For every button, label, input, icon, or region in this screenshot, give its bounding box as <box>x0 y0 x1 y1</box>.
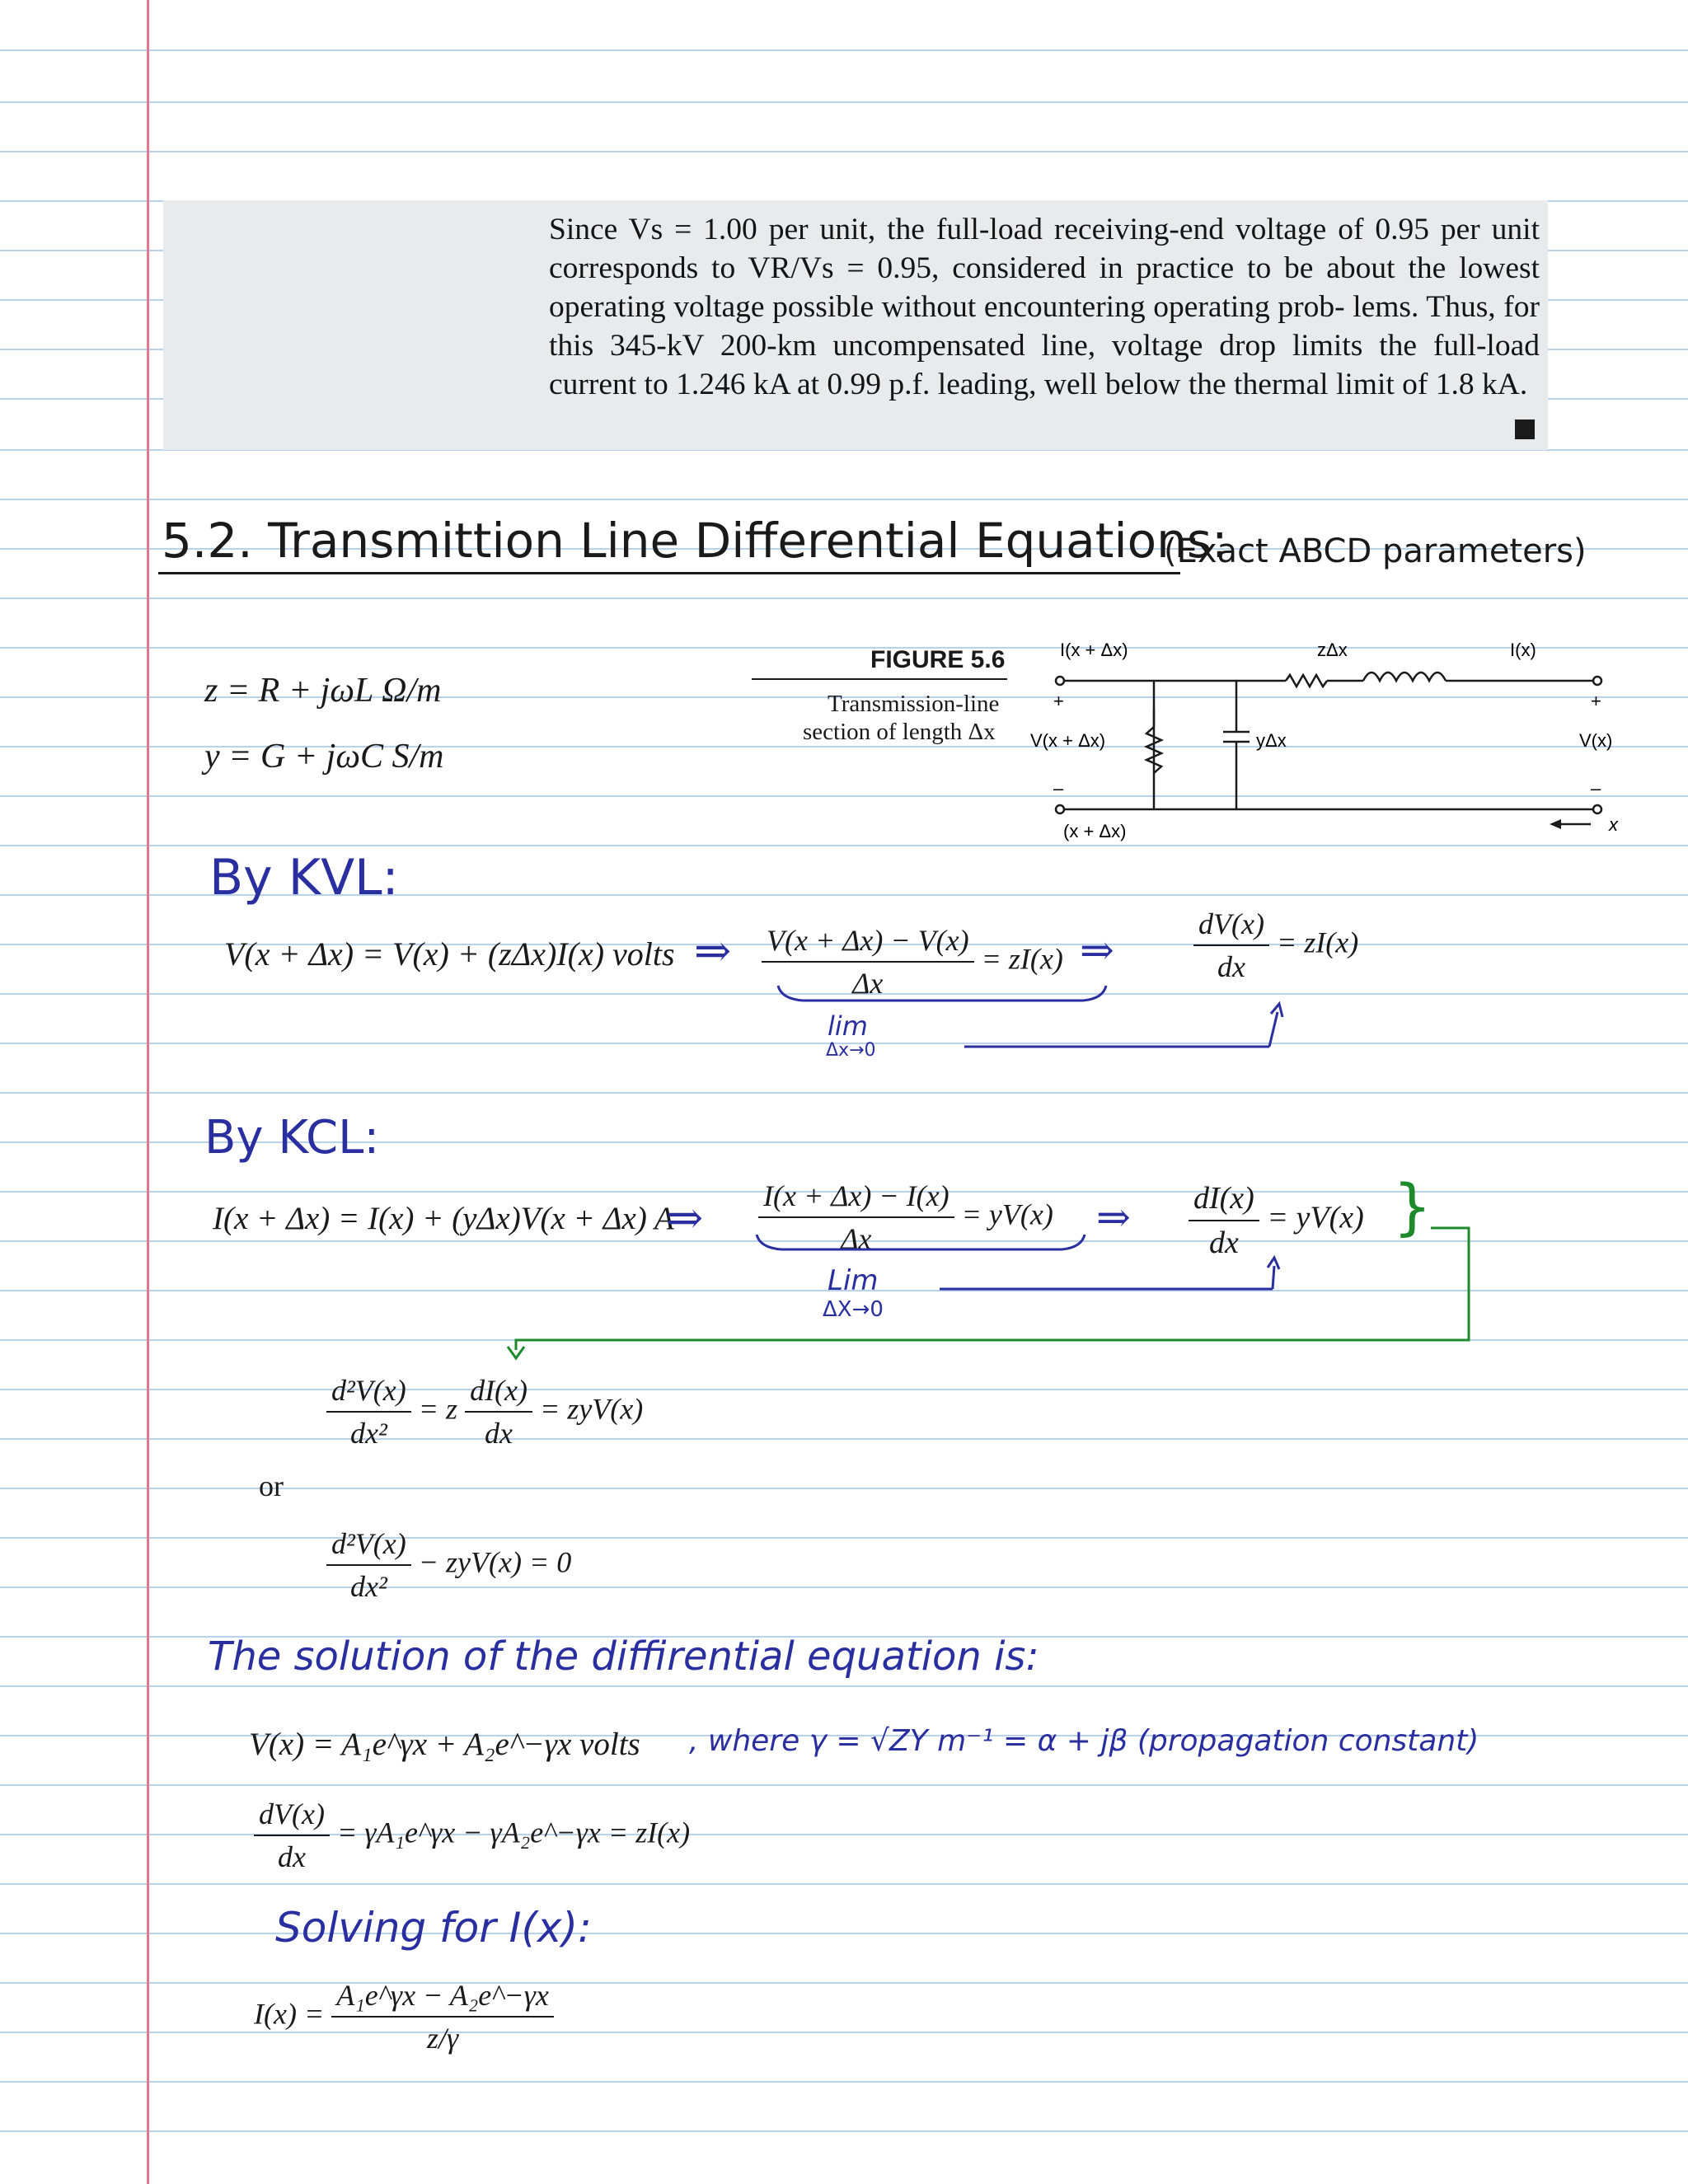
current-denominator: z/γ <box>426 2022 459 2055</box>
solving-for-current-heading: Solving for I(x): <box>275 1904 592 1952</box>
kcl-rhs: = yV(x) <box>961 1197 1053 1231</box>
label-x-axis: x <box>1609 814 1618 835</box>
second-order-rhs: = zyV(x) <box>540 1392 644 1426</box>
propagation-constant-note: , where γ = √ZY m⁻¹ = α + jβ (propagation constant) <box>689 1724 1479 1758</box>
kvl-derivative-result <box>1193 907 1358 984</box>
kcl-implies-arrow-2: ⇒ <box>1096 1193 1131 1241</box>
label-position-bottom: (x + Δx) <box>1063 821 1127 841</box>
kvl-res-numerator: dV(x) <box>1193 907 1269 946</box>
current-numerator: A₁e^γx − A₂e^−γx <box>331 1978 554 2018</box>
voltage-derivative-equation <box>254 1797 690 1874</box>
end-of-example-mark <box>1515 419 1535 439</box>
second-order-den2: dx <box>485 1417 513 1450</box>
label-voltage-left: V(x + Δx) <box>1030 730 1106 751</box>
kcl-frac-numerator: I(x + Δx) − I(x) <box>758 1179 954 1218</box>
label-current-left: I(x + Δx) <box>1060 640 1128 660</box>
section-title: 5.2. Transmittion Line Differential Equations: <box>162 513 1228 569</box>
kcl-annotations <box>495 1216 1484 1365</box>
current-lhs: I(x) = <box>254 1997 325 2031</box>
kvl-frac-numerator: V(x + Δx) − V(x) <box>762 923 974 963</box>
kvl-limit-label: lim <box>828 1010 868 1042</box>
kvl-res-denominator: dx <box>1217 950 1245 983</box>
kvl-heading: By KVL: <box>209 849 399 907</box>
label-minus-right: – <box>1591 778 1601 799</box>
second-order-num2: dI(x) <box>465 1373 532 1413</box>
wave-eq-rhs: − zyV(x) = 0 <box>418 1545 572 1579</box>
solution-voltage-equation: V(x) = A₁e^γx + A₂e^−γx volts <box>249 1727 640 1762</box>
transmission-line-section-diagram <box>1022 635 1632 849</box>
figure-subtitle-line2: section of length Δx <box>803 719 996 745</box>
kvl-limit-subscript: Δx→0 <box>826 1040 876 1061</box>
section-subtitle: (Exact ABCD parameters) <box>1164 532 1587 570</box>
kcl-frac-denominator: Δx <box>841 1222 872 1255</box>
label-shunt-admittance: yΔx <box>1256 730 1287 751</box>
margin-line <box>147 0 149 2184</box>
second-order-num1: d²V(x) <box>326 1373 411 1413</box>
left-bottom-terminal <box>1056 805 1064 813</box>
kcl-heading: By KCL: <box>204 1111 380 1165</box>
label-plus-right: + <box>1591 691 1601 711</box>
current-solution-equation <box>254 1978 554 2055</box>
textbook-paragraph: Since Vs = 1.00 per unit, the full-load receiving-end voltage of 0.95 per unit corresponds to VR/Vs = 0.95, considered in practice to be about the lowest operating voltage possible without encountering operating prob- lems. Thus, for this 345-kV 200-km uncompensated line, voltage drop limits the full-load current to 1.246 kA at 0.99 p.f. leading, well below the thermal limit of 1.8 kA. <box>549 213 1540 401</box>
right-top-terminal <box>1593 677 1601 685</box>
second-order-mid: = z <box>418 1392 458 1426</box>
wave-eq-numerator: d²V(x) <box>326 1526 411 1566</box>
second-order-den1: dx² <box>349 1417 387 1450</box>
kcl-underbrace <box>757 1235 1085 1249</box>
kcl-limit-label: Lim <box>828 1264 879 1297</box>
dv-denominator: dx <box>277 1840 306 1873</box>
kcl-equation: I(x + Δx) = I(x) + (yΔx)V(x + Δx) A <box>213 1201 674 1236</box>
dv-rhs: = γA₁e^γx − γA₂e^−γx = zI(x) <box>336 1816 691 1849</box>
kvl-rhs: = zI(x) <box>981 942 1063 976</box>
series-resistor <box>1286 675 1327 687</box>
right-bottom-terminal <box>1593 805 1601 813</box>
series-inductor <box>1363 673 1446 681</box>
kvl-underbrace <box>778 986 1106 1001</box>
dv-numerator: dV(x) <box>254 1797 330 1836</box>
x-direction-arrow <box>1550 819 1561 829</box>
label-minus-left: – <box>1053 778 1064 799</box>
kvl-equation: V(x + Δx) = V(x) + (zΔx)I(x) volts <box>224 935 675 972</box>
kvl-implies-arrow-2: ⇒ <box>1080 926 1114 974</box>
wave-equation <box>326 1526 571 1604</box>
kcl-res-rhs: = yV(x) <box>1267 1200 1364 1235</box>
eq-series-impedance: z = R + jωL Ω/m <box>204 672 442 710</box>
left-top-terminal <box>1056 677 1064 685</box>
kvl-res-rhs: = zI(x) <box>1276 926 1359 959</box>
label-voltage-right: V(x) <box>1579 730 1613 751</box>
eq-shunt-admittance: y = G + jωC S/m <box>204 738 444 776</box>
figure-subtitle-line1: Transmission-line <box>828 691 1000 717</box>
kcl-green-brace: } <box>1393 1172 1432 1243</box>
kcl-res-numerator: dI(x) <box>1189 1180 1259 1221</box>
second-order-equation <box>326 1373 643 1451</box>
label-series-impedance: zΔx <box>1317 640 1348 660</box>
figure-caption: FIGURE 5.6 <box>870 646 1006 673</box>
kvl-frac-denominator: Δx <box>852 967 884 1000</box>
kcl-limit-subscript: ΔX→0 <box>823 1297 884 1322</box>
section-title-underline <box>158 572 1180 574</box>
or-label: or <box>259 1469 284 1502</box>
solution-heading: The solution of the diffirential equation is: <box>208 1633 1039 1680</box>
kcl-res-denominator: dx <box>1208 1226 1239 1260</box>
kcl-implies-arrow: ⇒ <box>666 1192 704 1244</box>
figure-caption-rule <box>752 678 1007 680</box>
label-current-right: I(x) <box>1510 640 1536 660</box>
kvl-implies-arrow: ⇒ <box>694 925 732 977</box>
wave-eq-denominator: dx² <box>349 1570 387 1603</box>
label-plus-left: + <box>1053 691 1064 711</box>
